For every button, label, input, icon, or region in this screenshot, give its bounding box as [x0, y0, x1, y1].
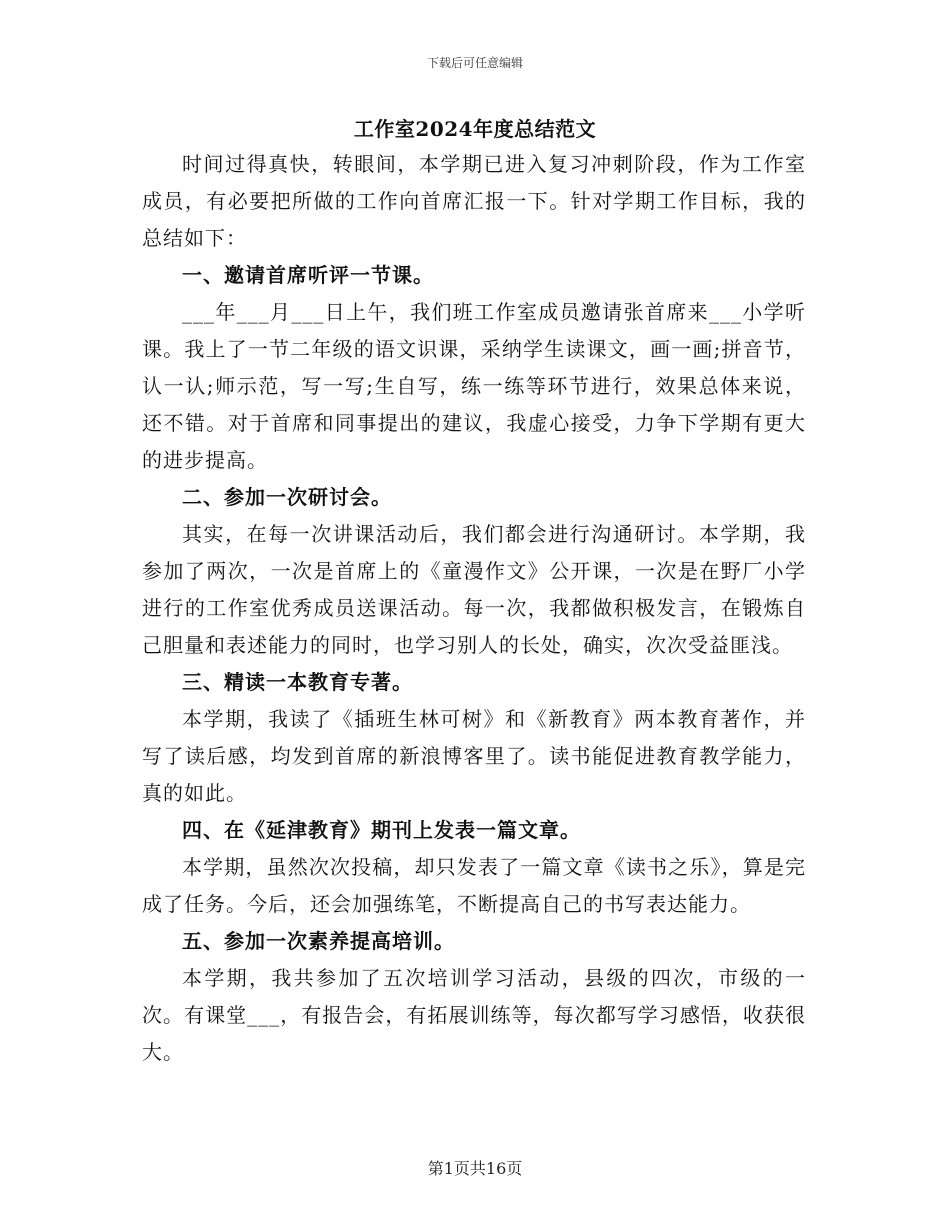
header-note: 下载后可任意编辑 — [426, 56, 523, 70]
section-body-1: ___年___月___日上午，我们班工作室成员邀请张首席来___小学听课。我上了一节二年级的语文识课，采纳学生读课文，画一画;拼音节，认一认;师示范，写一写;生自写，练一练等环节进行，效果总体来说，还不错。对于首席和同事提出的建议，我虚心接受，力争下学期有更大的进步提高。 — [142, 300, 806, 472]
section-heading-1: 一、邀请首席听评一节课。 — [182, 263, 434, 287]
document-body — [142, 146, 806, 1071]
section-body-3: 本学期，我读了《插班生林可树》和《新教育》两本教育著作，并写了读后感，均发到首席的新浪博客里了。读书能促进教育教学能力，真的如此。 — [142, 707, 806, 805]
section-heading-4: 四、在《延津教育》期刊上发表一篇文章。 — [182, 818, 581, 842]
section-heading-5: 五、参加一次素养提高培训。 — [182, 929, 455, 953]
intro-paragraph: 时间过得真快，转眼间，本学期已进入复习冲刺阶段，作为工作室成员，有必要把所做的工作向首席汇报一下。针对学期工作目标，我的总结如下： — [142, 152, 806, 250]
document-title: 工作室2024年度总结范文 — [353, 117, 597, 141]
section-heading-2: 二、参加一次研讨会。 — [182, 485, 392, 509]
section-body-5: 本学期，我共参加了五次培训学习活动，县级的四次，市级的一次。有课堂___，有报告会，有拓展训练等，每次都写学习感悟，收获很大。 — [142, 966, 806, 1064]
section-heading-3: 三、精读一本教育专著。 — [182, 670, 413, 694]
page-footer: 第1页共16页 — [427, 1159, 523, 1178]
section-body-2: 其实，在每一次讲课活动后，我们都会进行沟通研讨。本学期，我参加了两次，一次是首席上的《童漫作文》公开课，一次是在野厂小学进行的工作室优秀成员送课活动。每一次，我都做积极发言，在锻炼自己胆量和表述能力的同时，也学习别人的长处，确实，次次受益匪浅。 — [142, 522, 806, 657]
section-body-4: 本学期，虽然次次投稿，却只发表了一篇文章《读书之乐》，算是完成了任务。今后，还会加强练笔，不断提高自己的书写表达能力。 — [142, 855, 806, 916]
